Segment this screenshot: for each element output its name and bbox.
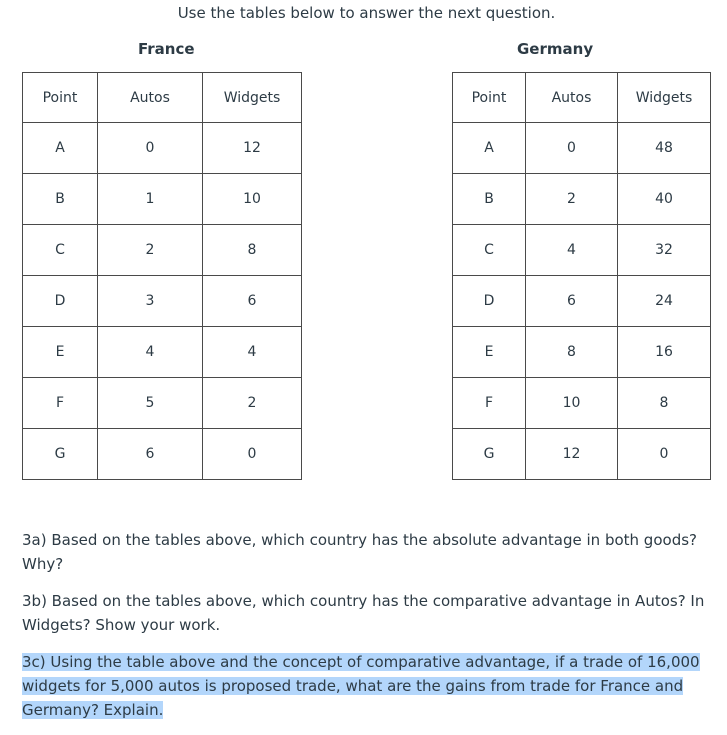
table-cell: 8 (526, 327, 618, 378)
table-cell: 24 (618, 276, 711, 327)
table-cell: 2 (526, 174, 618, 225)
table-row (453, 378, 711, 429)
table-row (23, 378, 302, 429)
table-cell: 6 (98, 429, 203, 480)
table-cell: 0 (526, 123, 618, 174)
column-header: Point (23, 73, 98, 123)
table-cell: F (23, 378, 98, 429)
column-header: Autos (98, 73, 203, 123)
question-3c-selected-text[interactable]: 3c) Using the table above and the concept of comparative advantage, if a trade of 16,000 widgets for 5,000 autos is proposed trade, what are the gains from trade for France and Germany? Explain. (22, 653, 700, 719)
instructions-text: Use the tables below to answer the next question. (177, 4, 556, 22)
table-row (23, 174, 302, 225)
france-table (22, 72, 302, 480)
questions-section (22, 528, 712, 735)
table-row (453, 123, 711, 174)
table-row (23, 327, 302, 378)
table-cell: 32 (618, 225, 711, 276)
table-cell: F (453, 378, 526, 429)
table-row (453, 225, 711, 276)
table-cell: 16 (618, 327, 711, 378)
column-header: Autos (526, 73, 618, 123)
table-cell: 8 (618, 378, 711, 429)
germany-table (452, 72, 711, 480)
france-title: France (138, 40, 195, 58)
table-cell: 2 (98, 225, 203, 276)
table-cell: 40 (618, 174, 711, 225)
table-row (453, 429, 711, 480)
table-row (453, 276, 711, 327)
table-cell: 4 (526, 225, 618, 276)
table-cell: 2 (203, 378, 302, 429)
table-cell: 6 (526, 276, 618, 327)
table-row (453, 327, 711, 378)
table-cell: E (23, 327, 98, 378)
table-cell: 0 (98, 123, 203, 174)
table-cell: 4 (203, 327, 302, 378)
table-row (453, 174, 711, 225)
table-cell: G (453, 429, 526, 480)
column-header: Widgets (618, 73, 711, 123)
table-cell: C (23, 225, 98, 276)
table-cell: 12 (203, 123, 302, 174)
question-3a: 3a) Based on the tables above, which country has the absolute advantage in both goods? Why? (22, 531, 697, 573)
table-cell: 6 (203, 276, 302, 327)
question-3b: 3b) Based on the tables above, which country has the comparative advantage in Autos? In Widgets? Show your work. (22, 592, 705, 634)
table-cell: 48 (618, 123, 711, 174)
column-header: Widgets (203, 73, 302, 123)
table-cell: G (23, 429, 98, 480)
table-cell: 8 (203, 225, 302, 276)
table-cell: 0 (203, 429, 302, 480)
table-cell: D (23, 276, 98, 327)
table-cell: 1 (98, 174, 203, 225)
table-header-row (23, 73, 302, 123)
table-cell: B (23, 174, 98, 225)
table-row (23, 123, 302, 174)
table-cell: 4 (98, 327, 203, 378)
column-header: Point (453, 73, 526, 123)
table-cell: 5 (98, 378, 203, 429)
table-cell: E (453, 327, 526, 378)
table-cell: 12 (526, 429, 618, 480)
table-cell: 0 (618, 429, 711, 480)
question-3c-block (22, 650, 712, 722)
table-cell: A (23, 123, 98, 174)
table-header-row (453, 73, 711, 123)
germany-title: Germany (517, 40, 594, 58)
table-cell: A (453, 123, 526, 174)
table-cell: 10 (526, 378, 618, 429)
table-cell: D (453, 276, 526, 327)
table-row (23, 225, 302, 276)
table-cell: 3 (98, 276, 203, 327)
table-cell: 10 (203, 174, 302, 225)
table-row (23, 276, 302, 327)
table-cell: B (453, 174, 526, 225)
table-cell: C (453, 225, 526, 276)
table-row (23, 429, 302, 480)
